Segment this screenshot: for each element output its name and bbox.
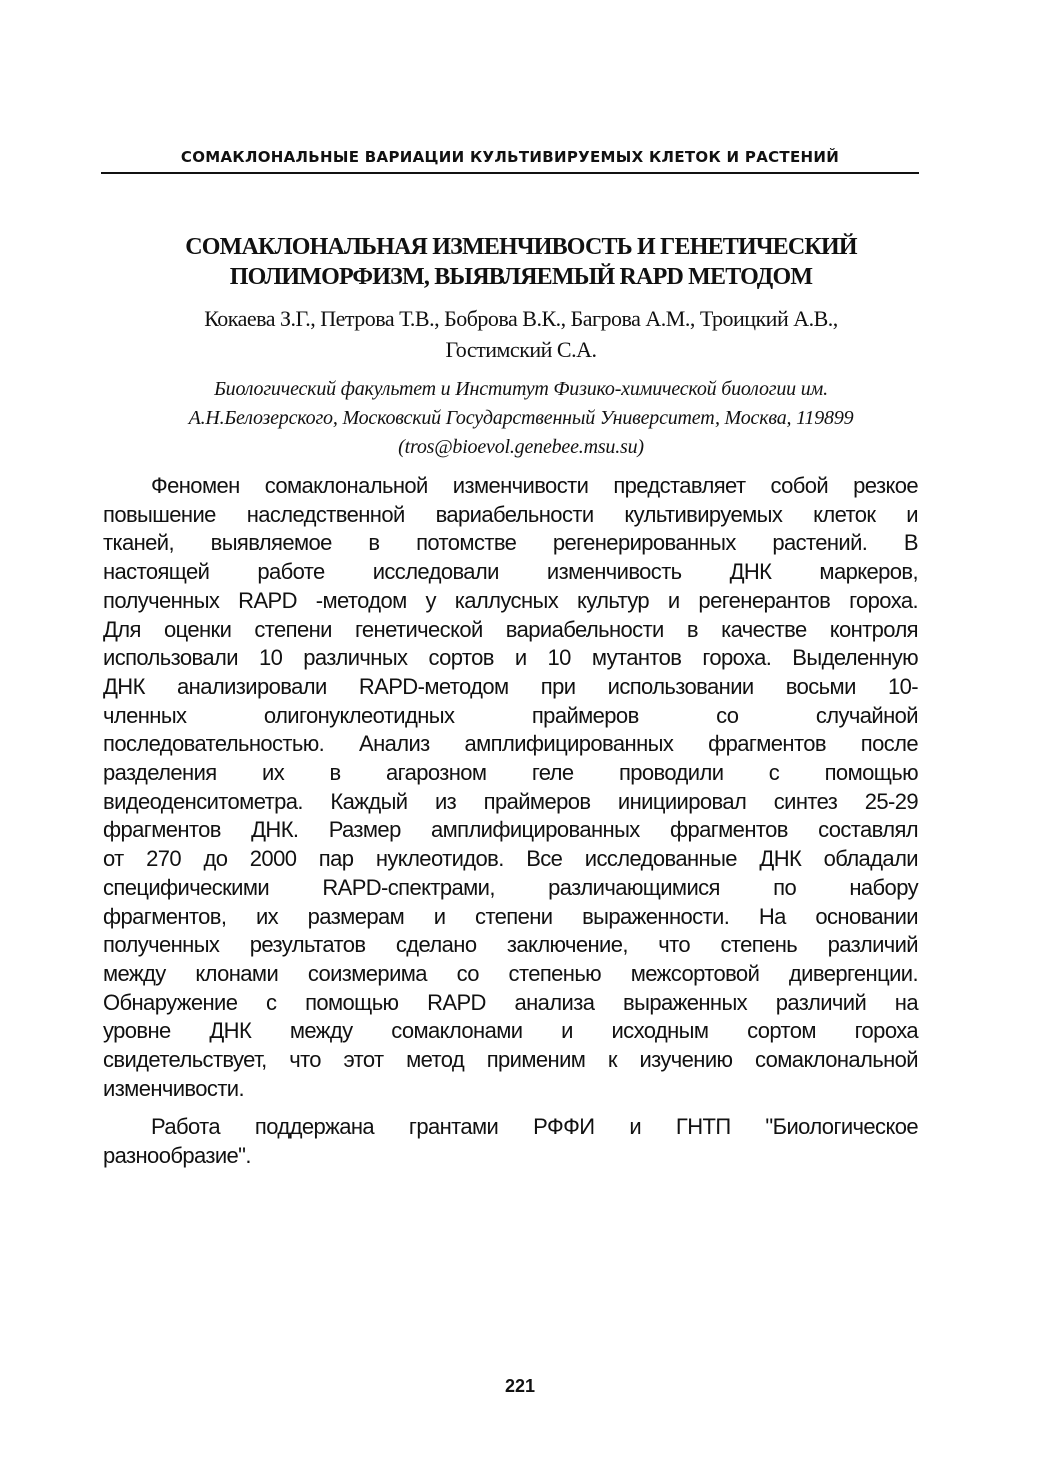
abstract-line: полученных RAPD -методом у каллусных культур и регенерантов гороха. <box>103 587 918 613</box>
abstract-body <box>103 472 918 1171</box>
abstract-line: последовательностью. Анализ амплифицированных фрагментов после <box>103 731 918 757</box>
title-line: СОМАКЛОНАЛЬНАЯ ИЗМЕНЧИВОСТЬ И ГЕНЕТИЧЕСКИЙ <box>185 234 857 260</box>
header-rule <box>101 172 919 174</box>
abstract-line: повышение наследственной вариабельности культивируемых клеток и <box>103 501 918 527</box>
grant-line: Работа поддержана грантами РФФИ и ГНТП "Биологическое <box>151 1114 918 1140</box>
abstract-line: Обнаружение с помощью RAPD анализа выраженных различий на <box>103 989 918 1015</box>
abstract-line: фрагментов ДНК. Размер амплифицированных фрагментов составлял <box>103 817 918 843</box>
page-number: 221 <box>504 1376 536 1396</box>
abstract-line: уровне ДНК между сомаклонами и исходным сортом гороха <box>103 1018 918 1044</box>
abstract-line: полученных результатов сделано заключение, что степень различий <box>103 932 918 958</box>
abstract-line: между клонами соизмерима со степенью межсортовой дивергенции. <box>103 960 918 986</box>
abstract-line: использовали 10 различных сортов и 10 мутантов гороха. Выделенную <box>103 645 918 671</box>
affiliation <box>60 375 982 462</box>
authors-line: Кокаева З.Г., Петрова Т.В., Боброва В.К., Багрова А.М., Троицкий А.В., <box>204 306 838 331</box>
abstract-line: настоящей работе исследовали изменчивость ДНК маркеров, <box>103 559 918 585</box>
abstract-line: видеоденситометра. Каждый из праймеров инициировал синтез 25-29 <box>103 788 918 814</box>
article-title <box>80 232 962 292</box>
authors-line: Гостимский С.А. <box>445 337 597 362</box>
authors <box>60 303 982 365</box>
abstract-line: Феномен сомаклональной изменчивости представляет собой резкое <box>151 473 918 498</box>
abstract-line: разделения их в агарозном геле проводили с помощью <box>103 760 918 786</box>
abstract-paragraph <box>103 472 918 1103</box>
running-header: СОМАКЛОНАЛЬНЫЕ ВАРИАЦИИ КУЛЬТИВИРУЕМЫХ КЛЕТОК И РАСТЕНИЙ <box>180 148 840 166</box>
grant-acknowledgement <box>103 1113 918 1170</box>
affiliation-line: Биологический факультет и Институт Физико-химической биологии им. <box>214 378 828 400</box>
abstract-line: от 270 до 2000 пар нуклеотидов. Все исследованные ДНК обладали <box>103 846 918 872</box>
abstract-line: ДНК анализировали RAPD-методом при использовании восьми 10- <box>103 673 918 699</box>
abstract-line: Для оценки степени генетической вариабельности в качестве контроля <box>103 616 918 642</box>
affiliation-line: А.Н.Белозерского, Московский Государственный Университет, Москва, 119899 <box>188 407 854 429</box>
abstract-line: тканей, выявляемое в потомстве регенерированных растений. В <box>103 530 918 556</box>
title-line: ПОЛИМОРФИЗМ, ВЫЯВЛЯЕМЫЙ RAPD МЕТОДОМ <box>229 264 813 290</box>
abstract-line: фрагментов, их размерам и степени выраженности. На основании <box>103 903 918 929</box>
affiliation-email: (tros@bioevol.genebee.msu.su) <box>398 436 644 458</box>
abstract-line: членных олигонуклеотидных праймеров со случайной <box>103 702 918 728</box>
abstract-line: изменчивости. <box>103 1075 244 1101</box>
abstract-line: специфическими RAPD-спектрами, различающимися по набору <box>103 874 918 900</box>
grant-line: разнообразие". <box>103 1143 251 1169</box>
abstract-line: свидетельствует, что этот метод применим к изучению сомаклональной <box>103 1047 918 1073</box>
